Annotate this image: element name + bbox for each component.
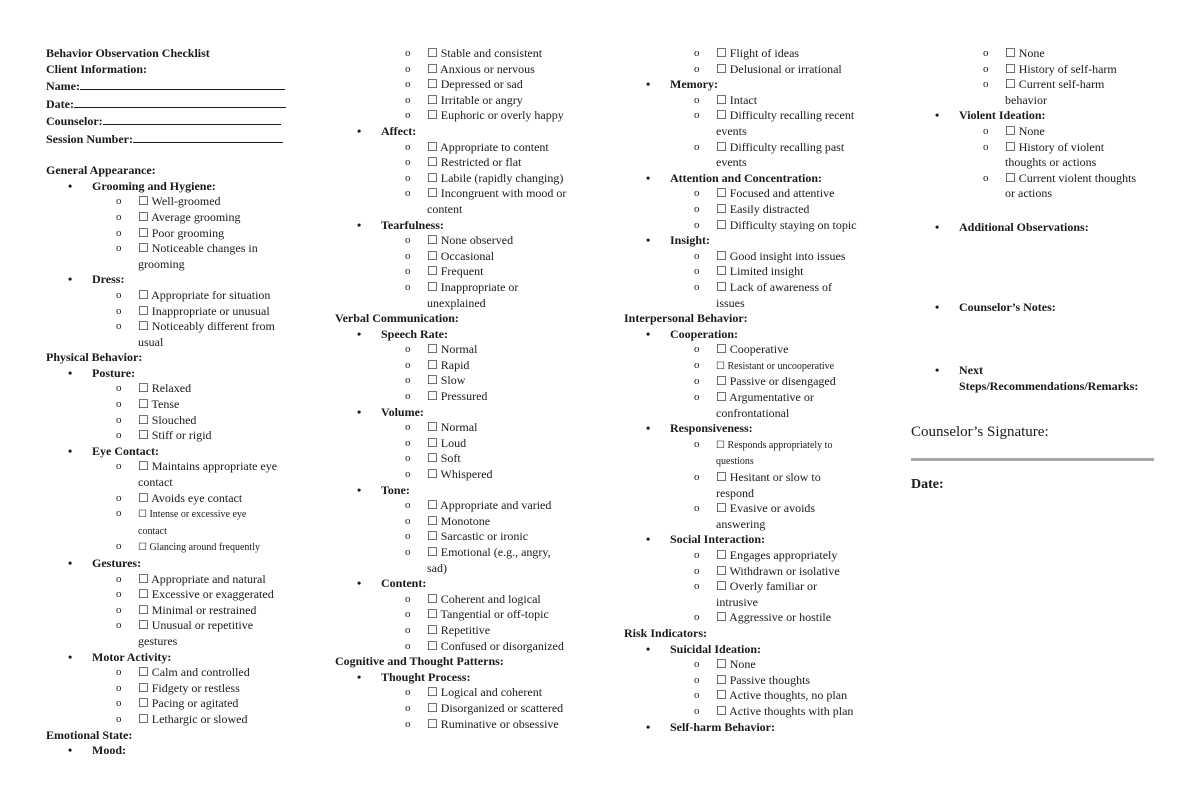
checkbox-item[interactable]: o ☐ Well-groomed (46, 194, 296, 210)
checkbox-item[interactable]: o ☐ None (913, 124, 1163, 140)
checkbox-item[interactable]: o ☐ Restricted or flat (335, 155, 590, 171)
checkbox-item[interactable]: o ☐ Monotone (335, 514, 590, 530)
checkbox-item[interactable]: o ☐ Difficulty staying on topic (624, 218, 879, 234)
next-steps-label: Next (959, 363, 983, 378)
checkbox-item[interactable] (46, 506, 296, 523)
item-text: ☐ Glancing around frequently (138, 542, 260, 554)
checkbox-item[interactable]: o ☐ Ruminative or obsessive (335, 717, 590, 733)
signature-date-label: Date: (911, 477, 944, 493)
category-attention: • Attention and Concentration: (624, 171, 879, 187)
session-field[interactable] (46, 130, 296, 148)
checkbox-item[interactable]: o ☐ Appropriate for situation (46, 288, 296, 304)
checkbox-item[interactable]: o ☐ Passive thoughts (624, 673, 879, 689)
checkbox-item[interactable]: o ☐ Normal (335, 420, 590, 436)
counselor-field[interactable] (46, 112, 296, 130)
continuation-text: usual (138, 334, 164, 349)
checkbox-item[interactable]: o ☐ Limited insight (624, 264, 879, 280)
checkbox-item[interactable]: o ☐ Emotional (e.g., angry, (335, 545, 590, 561)
category-suicidal-ideation: • Suicidal Ideation: (624, 642, 879, 658)
checkbox-item[interactable]: o ☐ Engages appropriately (624, 548, 879, 564)
section-risk-indicators: Risk Indicators: (624, 625, 708, 640)
checkbox-item-continuation (46, 523, 296, 540)
checkbox-item[interactable]: o ☐ Calm and controlled (46, 665, 296, 681)
continuation-text: answering (716, 516, 766, 531)
continuation-text: intrusive (716, 594, 758, 609)
category-counselor-notes[interactable] (913, 300, 1163, 316)
checkbox-item[interactable]: o ☐ Coherent and logical (335, 592, 590, 608)
checkbox-item[interactable] (46, 539, 296, 556)
category-speech-rate: • Speech Rate: (335, 327, 590, 343)
category-volume: • Volume: (335, 405, 590, 421)
checkbox-item[interactable]: o ☐ Average grooming (46, 210, 296, 226)
section-interpersonal: Interpersonal Behavior: (624, 311, 748, 326)
checkbox-item[interactable]: o ☐ Maintains appropriate eye (46, 459, 296, 475)
checkbox-item[interactable]: o ☐ Argumentative or (624, 390, 879, 406)
category-insight: • Insight: (624, 233, 879, 249)
checkbox-item[interactable]: o ☐ Euphoric or overly happy (335, 108, 590, 124)
checkbox-item[interactable]: o ☐ Active thoughts with plan (624, 704, 879, 720)
category-social-interaction: • Social Interaction: (624, 532, 879, 548)
checkbox-item-continuation (335, 202, 590, 218)
checkbox-item[interactable]: o ☐ Logical and coherent (335, 685, 590, 701)
category-next-steps[interactable] (913, 363, 1163, 379)
checkbox-item[interactable]: o ☐ Avoids eye contact (46, 491, 296, 507)
signature-line[interactable] (911, 458, 1154, 461)
checkbox-item-continuation (624, 155, 879, 171)
continuation-text: events (716, 123, 747, 138)
checkbox-item[interactable]: o ☐ Good insight into issues (624, 249, 879, 265)
category-violent-ideation: • Violent Ideation: (913, 108, 1163, 124)
checkbox-item[interactable]: o ☐ Lack of awareness of (624, 280, 879, 296)
continuation-text: content (427, 201, 463, 216)
checkbox-item[interactable]: o ☐ None (913, 46, 1163, 62)
name-field[interactable] (46, 77, 296, 95)
checkbox-item[interactable]: o ☐ Passive or disengaged (624, 374, 879, 390)
category-gestures: • Gestures: (46, 556, 296, 572)
checkbox-item[interactable]: o ☐ Anxious or nervous (335, 62, 590, 78)
category-additional-observations[interactable] (913, 220, 1163, 236)
checkbox-item[interactable]: o ☐ Occasional (335, 249, 590, 265)
continuation-text: events (716, 155, 747, 170)
category-grooming: • Grooming and Hygiene: (46, 179, 296, 195)
checkbox-item[interactable]: o ☐ Current violent thoughts (913, 171, 1163, 187)
checkbox-item[interactable]: o ☐ Noticeable changes in (46, 241, 296, 257)
category-tone: • Tone: (335, 483, 590, 499)
category-posture: • Posture: (46, 366, 296, 382)
category-self-harm: • Self-harm Behavior: (624, 720, 879, 736)
checkbox-item[interactable]: o ☐ Appropriate and varied (335, 498, 590, 514)
checkbox-item[interactable]: o ☐ Inappropriate or unusual (46, 304, 296, 320)
checkbox-item[interactable]: o ☐ Stable and consistent (335, 46, 590, 62)
continuation-text: behavior (1005, 92, 1047, 107)
checkbox-item[interactable]: o ☐ Confused or disorganized (335, 639, 590, 655)
checkbox-item[interactable]: o ☐ Difficulty recalling past (624, 140, 879, 156)
checkbox-item[interactable]: o ☐ Fidgety or restless (46, 681, 296, 697)
checkbox-item[interactable]: o ☐ Hesitant or slow to (624, 470, 879, 486)
category-content: • Content: (335, 576, 590, 592)
name-blank[interactable] (80, 77, 285, 90)
checkbox-item[interactable]: o ☐ None observed (335, 233, 590, 249)
continuation-text: or actions (1005, 186, 1052, 201)
next-steps-label-cont: Steps/Recommendations/Remarks: (959, 378, 1139, 393)
category-thought-process: • Thought Process: (335, 670, 590, 686)
checkbox-item-continuation (335, 561, 590, 577)
checkbox-item[interactable]: o ☐ Overly familiar or (624, 579, 879, 595)
checkbox-item[interactable]: o ☐ Poor grooming (46, 226, 296, 242)
category-dress: • Dress: (46, 272, 296, 288)
column-4 (913, 46, 1163, 493)
checkbox-item-continuation (46, 257, 296, 273)
checkbox-item[interactable]: o ☐ Relaxed (46, 381, 296, 397)
counselor-label: Counselor: (46, 114, 103, 129)
category-affect: • Affect: (335, 124, 590, 140)
client-info-heading: Client Information: (46, 61, 147, 76)
checkbox-item[interactable]: o ☐ Rapid (335, 358, 590, 374)
checkbox-item-continuation (624, 595, 879, 611)
checkbox-item[interactable]: o ☐ Lethargic or slowed (46, 712, 296, 728)
checkbox-item[interactable]: o ☐ Irritable or angry (335, 93, 590, 109)
continuation-text: gestures (138, 633, 178, 648)
checkbox-item-continuation (46, 475, 296, 491)
checkbox-item-continuation (913, 155, 1163, 171)
continuation-text: unexplained (427, 295, 486, 310)
continuation-text: questions (716, 456, 754, 468)
category-mood: • Mood: (46, 743, 296, 759)
date-label: Date: (46, 96, 74, 111)
item-text: ☐ Responds appropriately to (716, 439, 833, 451)
checkbox-item[interactable]: o ☐ Delusional or irrational (624, 62, 879, 78)
checkbox-item[interactable]: o ☐ Withdrawn or isolative (624, 564, 879, 580)
signature-label: Counselor’s Signature: (911, 424, 1049, 441)
checkbox-item-continuation (913, 93, 1163, 109)
continuation-text: thoughts or actions (1005, 155, 1097, 170)
checkbox-item[interactable]: o ☐ Aggressive or hostile (624, 610, 879, 626)
checkbox-item[interactable]: o ☐ Slow (335, 373, 590, 389)
checkbox-item-continuation (46, 634, 296, 650)
checkbox-item[interactable]: o ☐ Noticeably different from (46, 319, 296, 335)
checkbox-item[interactable]: o ☐ None (624, 657, 879, 673)
checkbox-item[interactable]: o ☐ Appropriate to content (335, 140, 590, 156)
continuation-text: sad) (427, 560, 447, 575)
checkbox-item[interactable]: o ☐ Unusual or repetitive (46, 618, 296, 634)
category-eye-contact: • Eye Contact: (46, 444, 296, 460)
checkbox-item[interactable]: o ☐ Loud (335, 436, 590, 452)
category-responsiveness: • Responsiveness: (624, 421, 879, 437)
checkbox-item[interactable]: o ☐ History of violent (913, 140, 1163, 156)
item-text: ☐ Resistant or uncooperative (716, 360, 835, 372)
checkbox-item[interactable]: o ☐ Inappropriate or (335, 280, 590, 296)
column-1 (46, 46, 296, 759)
checkbox-item[interactable]: o ☐ Focused and attentive (624, 186, 879, 202)
checkbox-item[interactable]: o ☐ Flight of ideas (624, 46, 879, 62)
checkbox-item-continuation (913, 186, 1163, 202)
section-verbal-communication: Verbal Communication: (335, 311, 459, 326)
checkbox-item[interactable]: o ☐ Evasive or avoids (624, 501, 879, 517)
checkbox-item-continuation (624, 453, 879, 470)
checkbox-item-continuation (624, 486, 879, 502)
additional-observations-label: Additional Observations: (959, 219, 1089, 234)
checkbox-item[interactable]: o ☐ Pressured (335, 389, 590, 405)
checkbox-item[interactable]: o ☐ Active thoughts, no plan (624, 688, 879, 704)
category-motor-activity: • Motor Activity: (46, 650, 296, 666)
continuation-text: contact (138, 525, 167, 537)
checkbox-item[interactable]: o ☐ History of self-harm (913, 62, 1163, 78)
date-field[interactable] (46, 95, 296, 113)
counselor-notes-label: Counselor’s Notes: (959, 299, 1056, 314)
checkbox-item[interactable]: o ☐ Appropriate and natural (46, 572, 296, 588)
continuation-text: grooming (138, 256, 185, 271)
continuation-text: issues (716, 295, 745, 310)
checkbox-item[interactable]: o ☐ Cooperative (624, 342, 879, 358)
continuation-text: respond (716, 485, 754, 500)
checkbox-item[interactable]: o ☐ Excessive or exaggerated (46, 587, 296, 603)
checkbox-item[interactable]: o ☐ Minimal or restrained (46, 603, 296, 619)
checkbox-item[interactable] (624, 358, 879, 375)
checkbox-item[interactable]: o ☐ Tense (46, 397, 296, 413)
checkbox-item[interactable]: o ☐ Difficulty recalling recent (624, 108, 879, 124)
category-cooperation: • Cooperation: (624, 327, 879, 343)
checkbox-item[interactable]: o ☐ Whispered (335, 467, 590, 483)
counselor-blank[interactable] (103, 112, 281, 125)
checkbox-item[interactable]: o ☐ Current self-harm (913, 77, 1163, 93)
category-memory: • Memory: (624, 77, 879, 93)
checkbox-item[interactable]: o ☐ Pacing or agitated (46, 696, 296, 712)
checkbox-item[interactable]: o ☐ Frequent (335, 264, 590, 280)
checkbox-item[interactable]: o ☐ Disorganized or scattered (335, 701, 590, 717)
checkbox-item-continuation (624, 406, 879, 422)
name-label: Name: (46, 79, 80, 94)
item-text: ☐ Intense or excessive eye (138, 509, 247, 521)
column-3 (624, 46, 879, 735)
checkbox-item[interactable] (624, 437, 879, 454)
column-2 (335, 46, 590, 732)
checkbox-item[interactable]: o ☐ Intact (624, 93, 879, 109)
checkbox-item[interactable]: o ☐ Sarcastic or ironic (335, 529, 590, 545)
checkbox-item[interactable]: o ☐ Soft (335, 451, 590, 467)
checkbox-item[interactable]: o ☐ Incongruent with mood or (335, 186, 590, 202)
section-general-appearance: General Appearance: (46, 163, 156, 178)
session-label: Session Number: (46, 131, 134, 146)
checkbox-item[interactable]: o ☐ Stiff or rigid (46, 428, 296, 444)
checkbox-item[interactable]: o ☐ Easily distracted (624, 202, 879, 218)
checkbox-item[interactable]: o ☐ Labile (rapidly changing) (335, 171, 590, 187)
checkbox-item-continuation (624, 517, 879, 533)
checkbox-item-continuation (46, 335, 296, 351)
checkbox-item-continuation (624, 124, 879, 140)
continuation-text: contact (138, 475, 173, 490)
checkbox-item-continuation (624, 296, 879, 312)
checkbox-item[interactable]: o ☐ Tangential or off-topic (335, 607, 590, 623)
checkbox-item[interactable]: o ☐ Depressed or sad (335, 77, 590, 93)
session-blank[interactable] (133, 130, 283, 143)
document-title: Behavior Observation Checklist (46, 46, 210, 60)
section-physical-behavior: Physical Behavior: (46, 350, 143, 365)
category-tearfulness: • Tearfulness: (335, 218, 590, 234)
section-cognitive: Cognitive and Thought Patterns: (335, 654, 504, 669)
checkbox-item[interactable]: o ☐ Repetitive (335, 623, 590, 639)
checkbox-item[interactable]: o ☐ Slouched (46, 413, 296, 429)
section-emotional-state: Emotional State: (46, 727, 133, 742)
checkbox-item-continuation (335, 296, 590, 312)
date-blank[interactable] (74, 95, 286, 108)
checkbox-item[interactable]: o ☐ Normal (335, 342, 590, 358)
continuation-text: confrontational (716, 405, 790, 420)
